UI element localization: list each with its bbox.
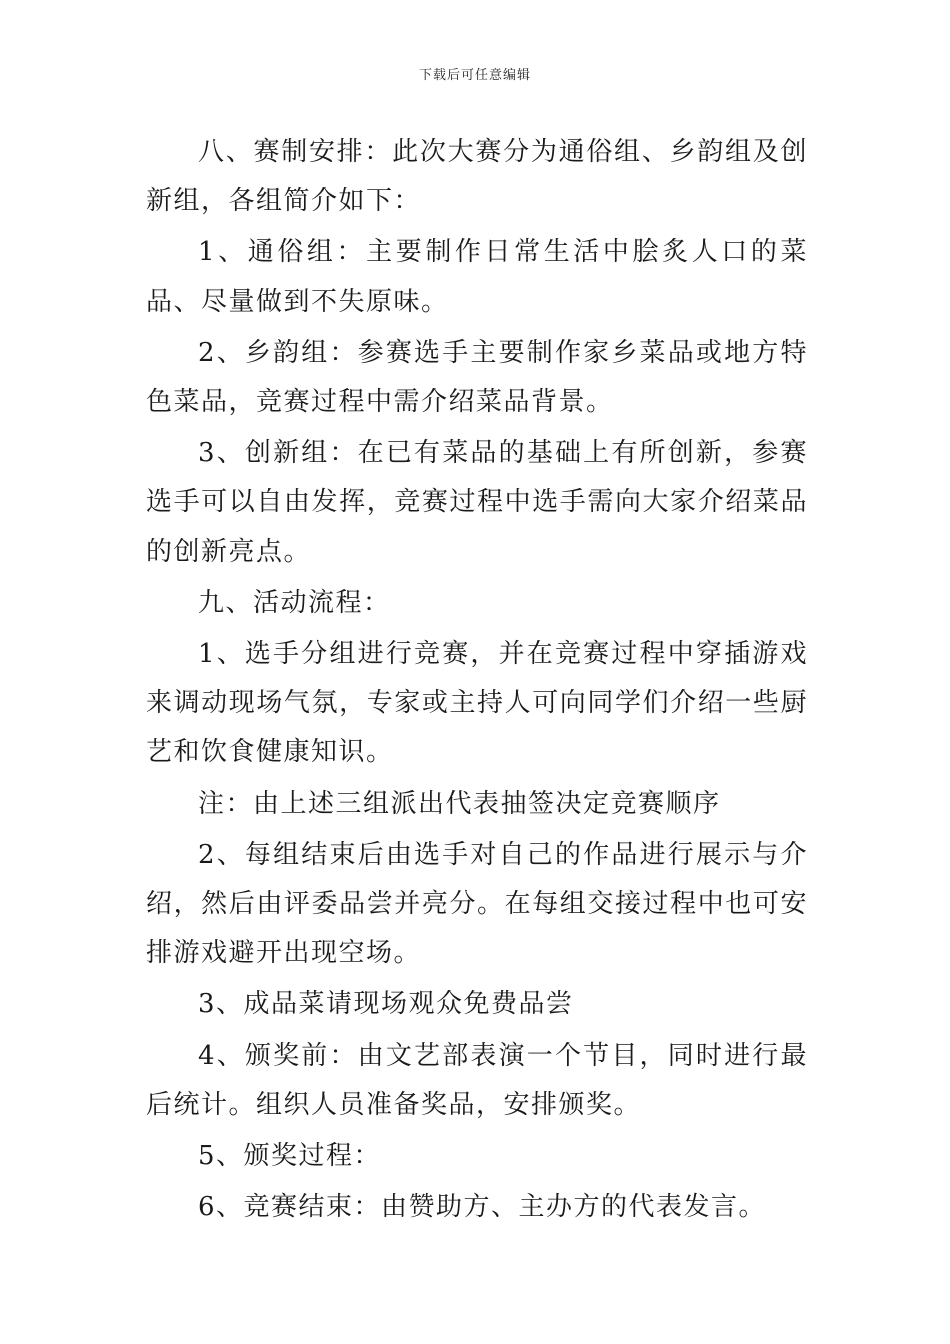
flow-note: 注：由上述三组派出代表抽签决定竞赛顺序	[198, 788, 721, 819]
item-hometown-group: 2、乡韵组：参赛选手主要制作家乡菜品或地方特色菜品，竞赛过程中需介绍菜品背景。	[146, 337, 808, 418]
flow-step-5: 5、颁奖过程：	[198, 1141, 382, 1172]
section-8-competition-format: 八、赛制安排：此次大赛分为通俗组、乡韵组及创新组，各组简介如下：	[146, 137, 808, 217]
document-body	[146, 128, 808, 1234]
section-9-activity-flow: 九、活动流程：	[198, 587, 391, 618]
flow-step-3: 3、成品菜请现场观众免费品尝	[198, 989, 574, 1020]
flow-step-4: 4、颁奖前：由文艺部表演一个节目，同时进行最后统计。组织人员准备奖品，安排颁奖。	[146, 1040, 808, 1120]
flow-step-6: 6、竞赛结束：由赞助方、主办方的代表发言。	[198, 1192, 767, 1223]
page-header-note: 下载后可任意编辑	[418, 68, 531, 83]
item-popular-group: 1、通俗组：主要制作日常生活中脍炙人口的菜品、尽量做到不失原味。	[146, 237, 808, 317]
flow-step-1: 1、选手分组进行竞赛，并在竞赛过程中穿插游戏来调动现场气氛，专家或主持人可向同学们介绍一些厨艺和饮食健康知识。	[146, 639, 808, 768]
item-innovation-group: 3、创新组：在已有菜品的基础上有所创新，参赛选手可以自由发挥，竞赛过程中选手需向大家介绍菜品的创新亮点。	[146, 438, 808, 567]
flow-step-2: 2、每组结束后由选手对自己的作品进行展示与介绍，然后由评委品尝并亮分。在每组交接过程中也可安排游戏避开出现空场。	[146, 839, 808, 969]
